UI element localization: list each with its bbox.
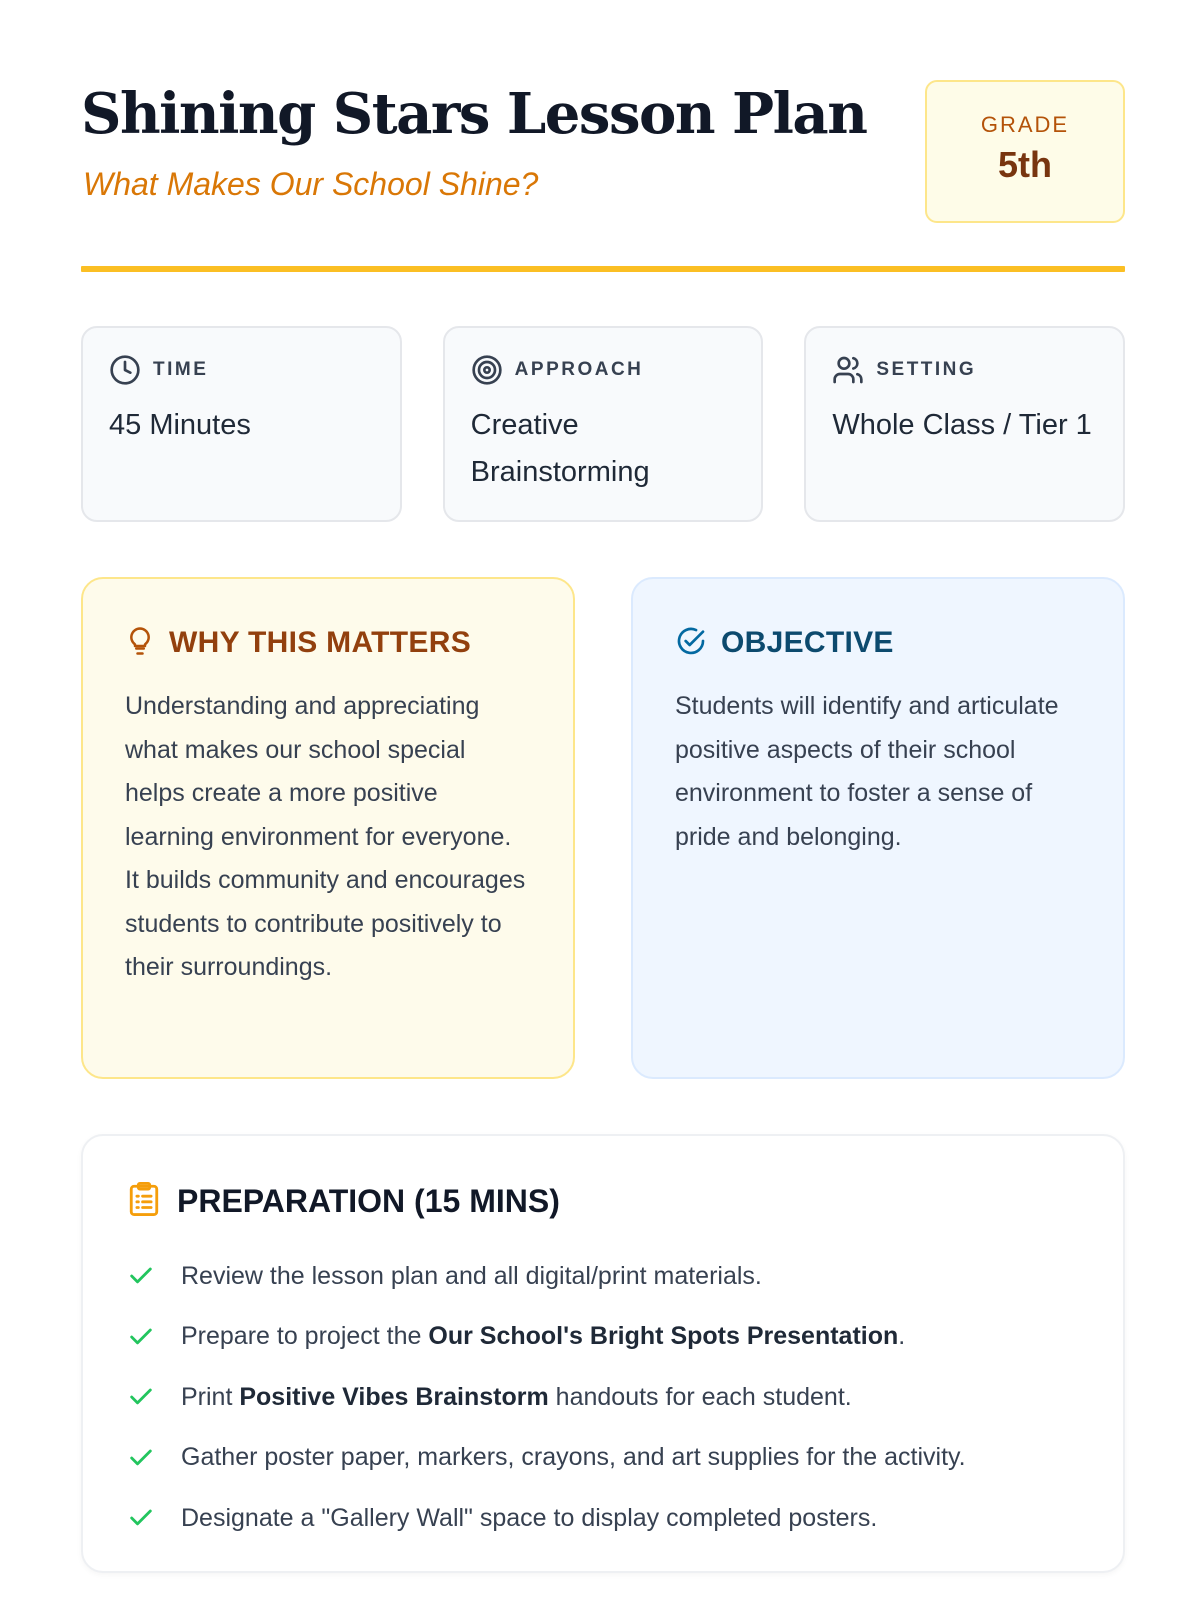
lightbulb-icon (125, 626, 155, 661)
info-value: 45 Minutes (109, 409, 251, 441)
clock-icon (109, 354, 141, 386)
info-card-setting (804, 326, 1125, 522)
check-icon (127, 1504, 181, 1532)
check-icon (127, 1262, 181, 1290)
info-value: Creative Brainstorming (470, 409, 650, 488)
grade-label: GRADE (980, 112, 1070, 137)
check-icon (127, 1383, 181, 1411)
info-label: TIME (153, 359, 209, 380)
item-text: Designate a "Gallery Wall" space to display completed posters. (181, 1503, 878, 1532)
info-label: APPROACH (514, 359, 644, 380)
objective-panel (631, 577, 1125, 1079)
clipboard-icon (127, 1180, 161, 1223)
list-item (127, 1246, 1081, 1307)
item-text: Gather poster paper, markers, crayons, and art supplies for the activity. (181, 1443, 966, 1472)
item-text: Review the lesson plan and all digital/print materials. (181, 1261, 762, 1290)
check-icon (127, 1444, 181, 1472)
list-item (127, 1367, 1081, 1428)
info-cards (81, 326, 1125, 522)
target-icon (471, 354, 503, 386)
info-label: SETTING (876, 359, 977, 380)
page-title: Shining Stars Lesson Plan (81, 81, 867, 147)
header (81, 80, 1125, 225)
why-title: WHY THIS MATTERS (169, 626, 472, 659)
page-subtitle: What Makes Our School Shine? (83, 166, 539, 202)
info-value: Whole Class / Tier 1 (832, 409, 1092, 441)
list-item (127, 1428, 1081, 1489)
why-this-matters-panel (81, 577, 575, 1079)
item-text: Print Positive Vibes Brainstorm handouts for each student. (181, 1382, 852, 1411)
preparation-title: PREPARATION (15 MINS) (177, 1182, 560, 1219)
check-icon (127, 1323, 181, 1351)
preparation-list (127, 1246, 1081, 1549)
users-icon (832, 354, 864, 386)
item-text: Prepare to project the Our School's Bright Spots Presentation. (181, 1322, 906, 1351)
info-card-approach (443, 326, 764, 522)
objective-title: OBJECTIVE (721, 626, 894, 659)
grade-value: 5th (998, 144, 1052, 185)
grade-badge (925, 80, 1125, 223)
why-text: Understanding and appreciating what makes our school special helps create a more positive learning environment for everyone. It builds community and encourages students to contribute positively to their surroundings. (125, 692, 526, 981)
circle-check-icon (675, 625, 707, 662)
preparation-section (81, 1134, 1125, 1573)
info-card-time (81, 326, 402, 522)
list-item (127, 1307, 1081, 1368)
header-divider (81, 266, 1125, 272)
list-item (127, 1488, 1081, 1549)
objective-text: Students will identify and articulate positive aspects of their school environment to foster a sense of pride and belonging. (675, 692, 1059, 851)
